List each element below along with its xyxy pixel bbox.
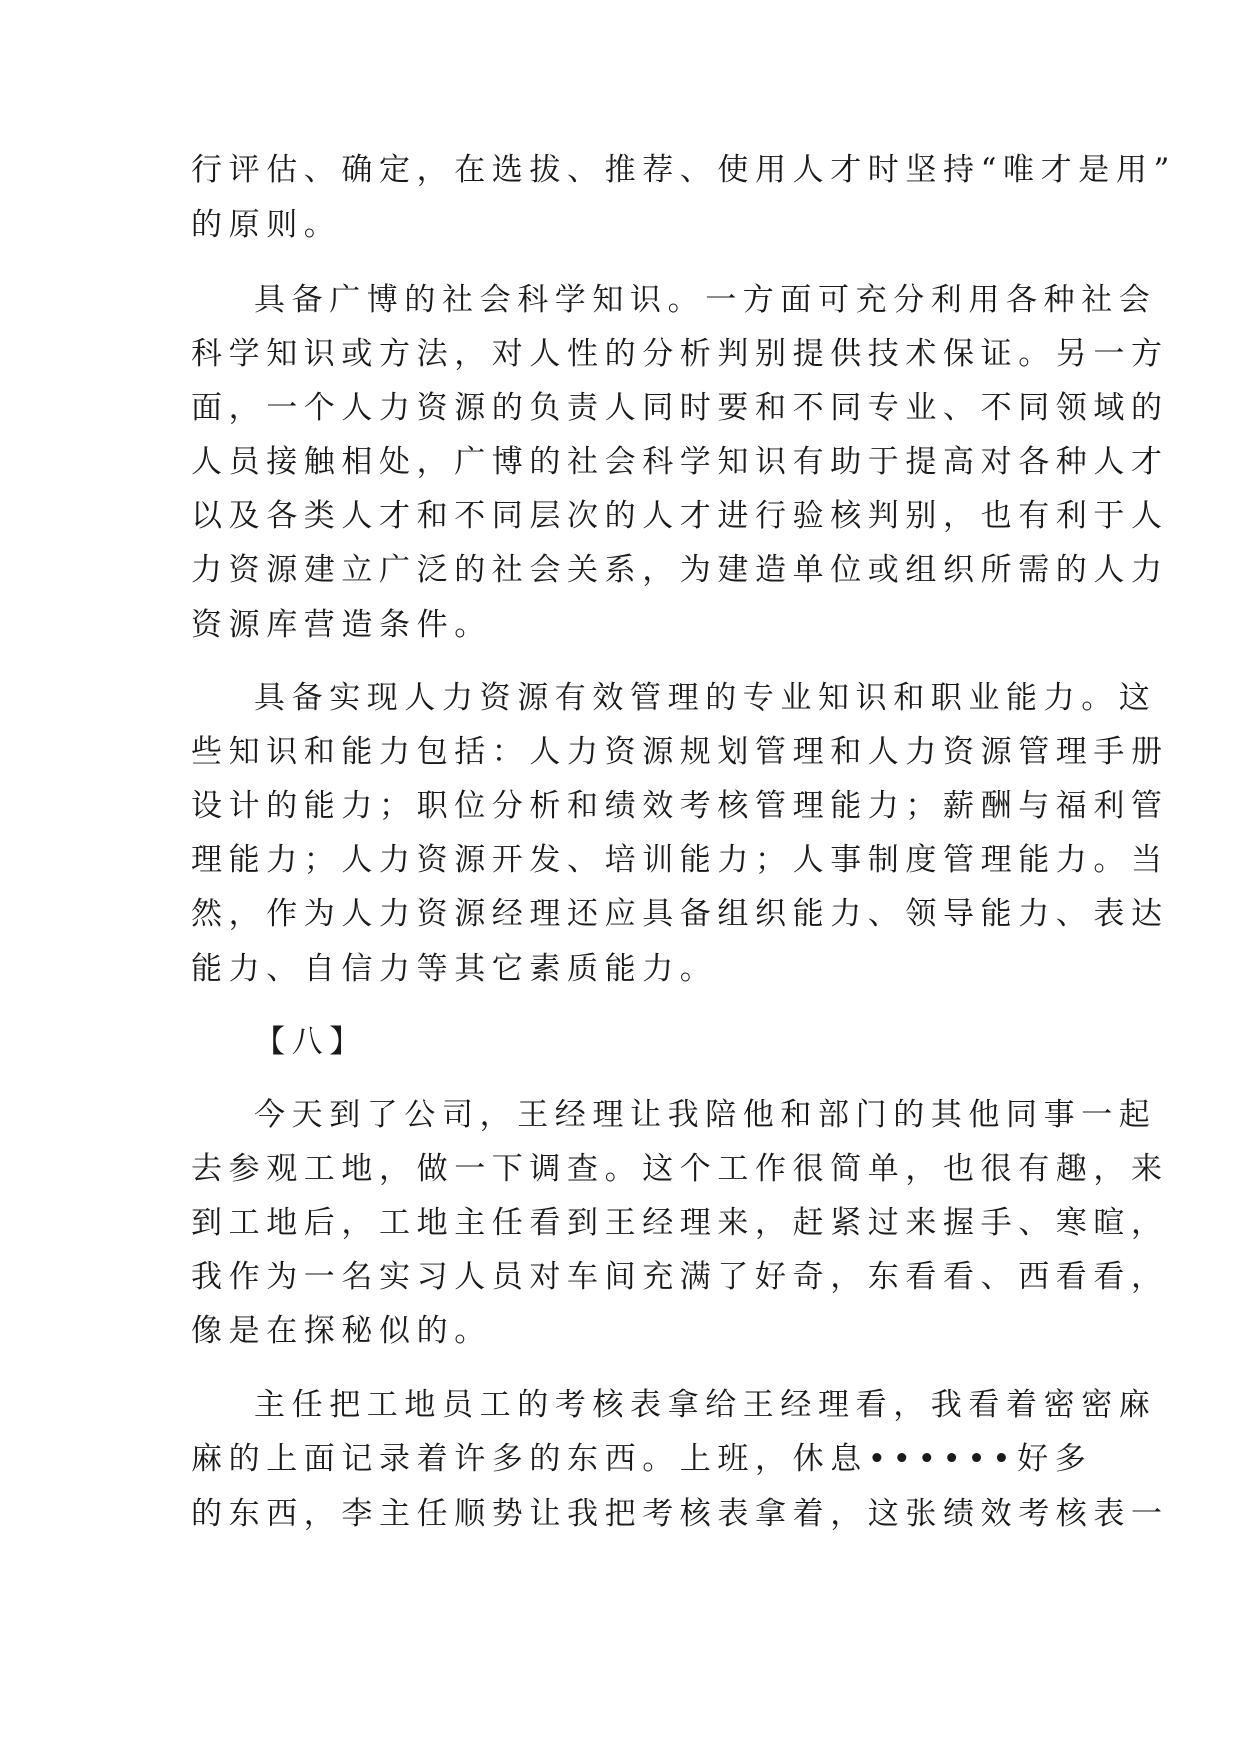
paragraph-start-line: 今天到了公司，王经理让我陪他和部门的其他同事一起: [254, 1097, 1157, 1133]
text-line: 去参观工地，做一下调查。这个工作很简单，也很有趣，来: [191, 1151, 1169, 1187]
text-line: 力资源建立广泛的社会关系，为建造单位或组织所需的人力: [191, 552, 1169, 588]
text-line: 以及各类人才和不同层次的人才进行验核判别，也有利于人: [191, 498, 1169, 534]
paragraph-start-line: 具备实现人力资源有效管理的专业知识和职业能力。这: [254, 680, 1157, 716]
text-line: 资源库营造条件。: [191, 607, 492, 643]
text-line: 麻的上面记录着许多的东西。上班，休息••••••好多: [191, 1441, 1093, 1477]
text-line: 我作为一名实习人员对车间充满了好奇，东看看、西看看，: [191, 1259, 1169, 1295]
text-line: 理能力；人力资源开发、培训能力；人事制度管理能力。当: [191, 842, 1169, 878]
paragraph-start-line: 主任把工地员工的考核表拿给王经理看，我看着密密麻: [254, 1387, 1157, 1423]
text-line: 面，一个人力资源的负责人同时要和不同专业、不同领域的: [191, 390, 1169, 426]
text-line: 能力、自信力等其它素质能力。: [191, 951, 718, 987]
text-line: 的原则。: [191, 207, 342, 243]
text-line: 些知识和能力包括：人力资源规划管理和人力资源管理手册: [191, 734, 1169, 770]
text-line: 到工地后，工地主任看到王经理来，赶紧过来握手、寒暄，: [191, 1205, 1169, 1241]
text-line: 科学知识或方法，对人性的分析判别提供技术保证。另一方: [191, 336, 1169, 372]
text-line: 设计的能力；职位分析和绩效考核管理能力；薪酬与福利管: [191, 788, 1169, 824]
text-line: 行评估、确定，在选拔、推荐、使用人才时坚持“唯才是用”: [191, 152, 1176, 188]
section-heading: 【八】: [254, 1024, 367, 1060]
text-line: 然，作为人力资源经理还应具备组织能力、领导能力、表达: [191, 896, 1169, 932]
text-line: 像是在探秘似的。: [191, 1313, 492, 1349]
text-line: 人员接触相处，广博的社会科学知识有助于提高对各种人才: [191, 444, 1169, 480]
text-line: 的东西，李主任顺势让我把考核表拿着，这张绩效考核表一: [191, 1496, 1169, 1532]
paragraph-start-line: 具备广博的社会科学知识。一方面可充分利用各种社会: [254, 282, 1157, 318]
